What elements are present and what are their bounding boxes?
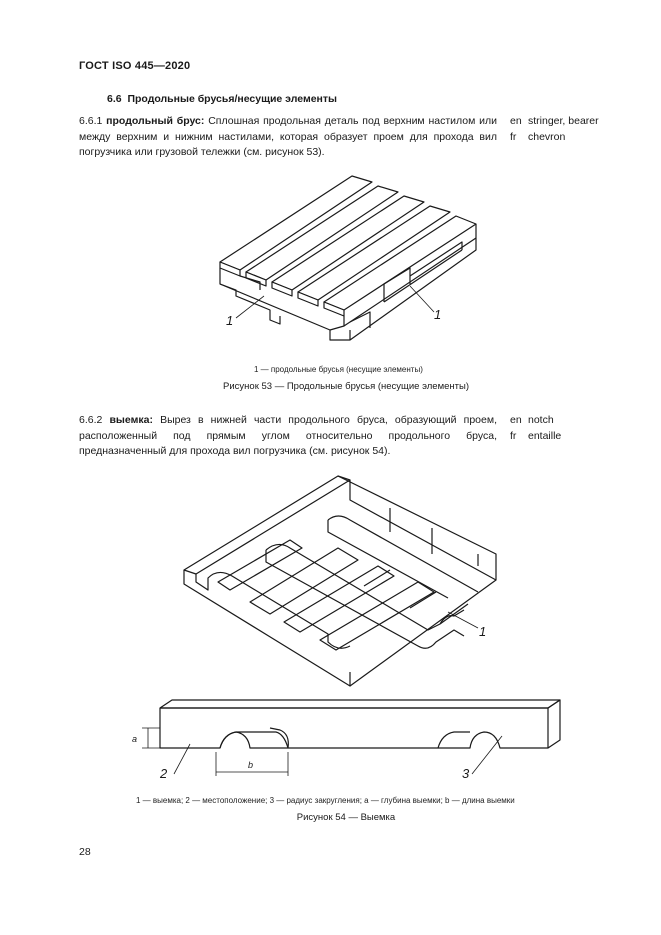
section-heading	[107, 93, 337, 105]
term-name: выемка:	[109, 414, 153, 426]
translation-en	[510, 413, 561, 429]
top-deck-boards	[220, 176, 476, 316]
leader-line-1b	[410, 286, 434, 312]
term-definition-notch	[79, 413, 497, 460]
callout-1: 1	[479, 624, 487, 639]
figure-54-legend: 1 — выемка; 2 — местоположение; 3 — радиус закругления; a — глубина выемки; b — длина выемки	[136, 796, 515, 805]
section-number: 6.6	[107, 93, 122, 105]
dimension-b-label: b	[248, 760, 254, 770]
figure-53-legend: 1 — продольные брусья (несущие элементы)	[254, 365, 423, 374]
callout-1b: 1	[434, 307, 442, 322]
term-translations-stringer	[510, 114, 599, 145]
lang-code: en	[510, 414, 522, 426]
leader-line-1a	[236, 296, 264, 318]
document-header: ГОСТ ISO 445—2020	[79, 60, 191, 72]
stringer-outline	[160, 700, 560, 748]
notch-1	[220, 732, 236, 748]
page-number: 28	[79, 846, 91, 858]
term-number: 6.6.1	[79, 115, 103, 127]
translation-text: stringer, bearer	[528, 115, 599, 127]
translation-text: chevron	[528, 130, 566, 143]
term-number: 6.6.2	[79, 414, 103, 426]
figure-53-caption: Рисунок 53 — Продольные брусья (несущие элементы)	[223, 381, 469, 392]
term-text: Вырез в нижней части продольного бруса, образующий проем, расположенный под прямым углом относительно продольного бруса, предназначенный для прохода вил погрузчика (см. рисунок 54).	[79, 414, 497, 458]
leader-line-3	[472, 736, 502, 774]
section-title: Продольные брусья/несущие элементы	[127, 93, 337, 105]
leader-line-1	[448, 612, 478, 628]
translation-text: entaille	[528, 429, 562, 442]
term-text: Сплошная продольная деталь под верхним настилом или между верхним и нижним настилами, которая образует проем для прохода вил погрузчика или грузовой тележки (см. рисунок 53).	[79, 115, 497, 159]
callout-3: 3	[462, 766, 470, 781]
translation-fr	[510, 429, 561, 445]
callout-1a: 1	[226, 313, 234, 328]
term-name: продольный брус:	[106, 115, 205, 127]
lang-code: fr	[510, 130, 517, 143]
lang-code: en	[510, 115, 522, 127]
figure-53-pallet-drawing	[200, 172, 490, 342]
callout-2: 2	[160, 766, 168, 781]
lang-code: fr	[510, 429, 517, 442]
notch-1-top	[236, 732, 288, 748]
figure-54-caption: Рисунок 54 — Выемка	[296, 812, 396, 823]
translation-text: notch	[528, 414, 554, 426]
figure-54-stringer-detail	[128, 694, 568, 786]
translation-fr	[510, 130, 599, 146]
term-translations-notch	[510, 413, 561, 444]
figure-54-pallet-drawing	[178, 470, 508, 695]
pallet-outline	[184, 476, 496, 686]
translation-en	[510, 114, 599, 130]
notch-2	[438, 732, 470, 748]
term-definition-stringer	[79, 114, 497, 161]
dimension-a-label: a	[132, 734, 138, 744]
